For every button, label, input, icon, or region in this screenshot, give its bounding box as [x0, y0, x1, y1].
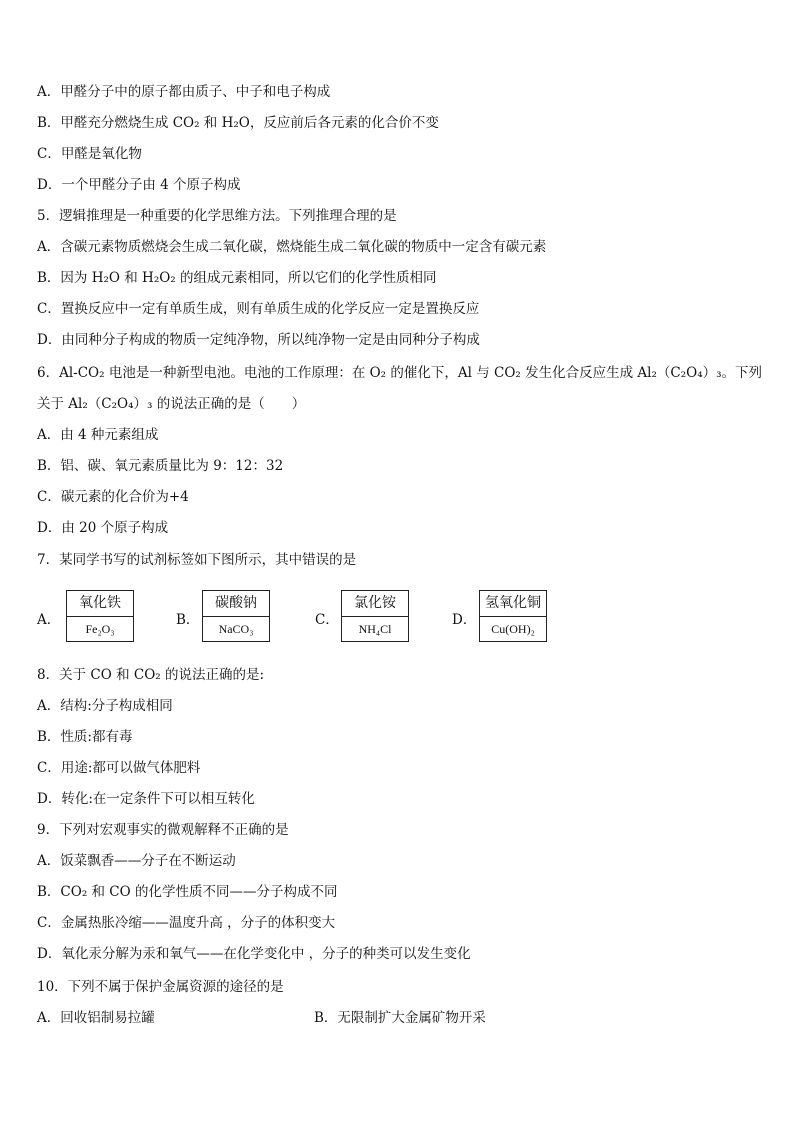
option-letter: B． — [176, 612, 200, 628]
q6-option-a: A．由 4 种元素组成 — [37, 427, 159, 443]
option-letter: C． — [315, 612, 339, 628]
q5-option-a: A．含碳元素物质燃烧会生成二氧化碳，燃烧能生成二氧化碳的物质中一定含有碳元素 — [37, 239, 547, 255]
reagent-name: 氯化铵 — [342, 591, 408, 617]
q5-option-b: B．因为 H₂O 和 H₂O₂ 的组成元素相同，所以它们的化学性质相同 — [37, 270, 437, 286]
q10-option-a: A．回收铝制易拉罐 — [37, 1010, 155, 1026]
reagent-formula: Cu(OH)₂ — [491, 622, 535, 636]
q6-stem-line1: 6．Al-CO₂ 电池是一种新型电池。电池的工作原理：在 O₂ 的催化下，Al 与 CO₂ 发生化合反应生成 Al₂（C₂O₄）₃。下列 — [37, 365, 763, 381]
q9-option-a: A．饭菜飘香——分子在不断运动 — [37, 853, 236, 869]
q8-option-d: D．转化:在一定条件下可以相互转化 — [37, 791, 255, 807]
reagent-formula: Fe₂O₃ — [85, 622, 115, 636]
option-letter: D． — [452, 612, 477, 628]
q6-option-d: D．由 20 个原子构成 — [37, 520, 169, 536]
q10-stem: 10．下列不属于保护金属资源的途径的是 — [37, 979, 284, 995]
q6-option-b: B．铝、碳、氧元素质量比为 9：12：32 — [37, 458, 284, 474]
q9-option-b: B．CO₂ 和 CO 的化学性质不同——分子构成不同 — [37, 884, 338, 900]
reagent-formula: NaCO₃ — [218, 622, 254, 636]
q8-option-b: B．性质:都有毒 — [37, 729, 133, 745]
q7-stem: 7．某同学书写的试剂标签如下图所示，其中错误的是 — [37, 552, 357, 568]
q4-option-c: C．甲醛是氧化物 — [37, 146, 142, 162]
q5-option-d: D．由同种分子构成的物质一定纯净物，所以纯净物一定是由同种分子构成 — [37, 332, 480, 348]
reagent-name: 碳酸钠 — [203, 591, 269, 617]
q4-option-d: D．一个甲醛分子由 4 个原子构成 — [37, 177, 241, 193]
reagent-name: 氧化铁 — [67, 591, 133, 617]
q5-stem: 5．逻辑推理是一种重要的化学思维方法。下列推理合理的是 — [37, 208, 397, 224]
reagent-formula: NH₄Cl — [358, 622, 392, 636]
q10-option-b: B．无限制扩大金属矿物开采 — [314, 1010, 486, 1026]
q6-stem-line2: 关于 Al₂（C₂O₄）₃ 的说法正确的是（ ） — [37, 396, 306, 412]
reagent-label — [66, 590, 134, 642]
reagent-label — [479, 590, 547, 642]
q5-option-c: C．置换反应中一定有单质生成，则有单质生成的化学反应一定是置换反应 — [37, 301, 480, 317]
q9-option-c: C．金属热胀冷缩——温度升高 ，分子的体积变大 — [37, 915, 336, 931]
q8-option-a: A．结构:分子构成相同 — [37, 698, 173, 714]
q9-option-d: D．氧化汞分解为汞和氧气——在化学变化中 ，分子的种类可以发生变化 — [37, 946, 471, 962]
q4-option-a: A．甲醛分子中的原子都由质子、中子和电子构成 — [37, 84, 331, 100]
reagent-name: 氢氧化铜 — [480, 591, 546, 617]
q7-label-options — [37, 590, 777, 648]
q6-option-c: C．碳元素的化合价为+4 — [37, 489, 189, 505]
q8-option-c: C．用途:都可以做气体肥料 — [37, 760, 201, 776]
q4-option-b: B．甲醛充分燃烧生成 CO₂ 和 H₂O，反应前后各元素的化合价不变 — [37, 115, 439, 131]
option-letter: A． — [37, 612, 61, 628]
reagent-label — [202, 590, 270, 642]
q8-stem: 8．关于 CO 和 CO₂ 的说法正确的是: — [37, 667, 265, 683]
q9-stem: 9．下列对宏观事实的微观解释不正确的是 — [37, 822, 289, 838]
reagent-label — [341, 590, 409, 642]
